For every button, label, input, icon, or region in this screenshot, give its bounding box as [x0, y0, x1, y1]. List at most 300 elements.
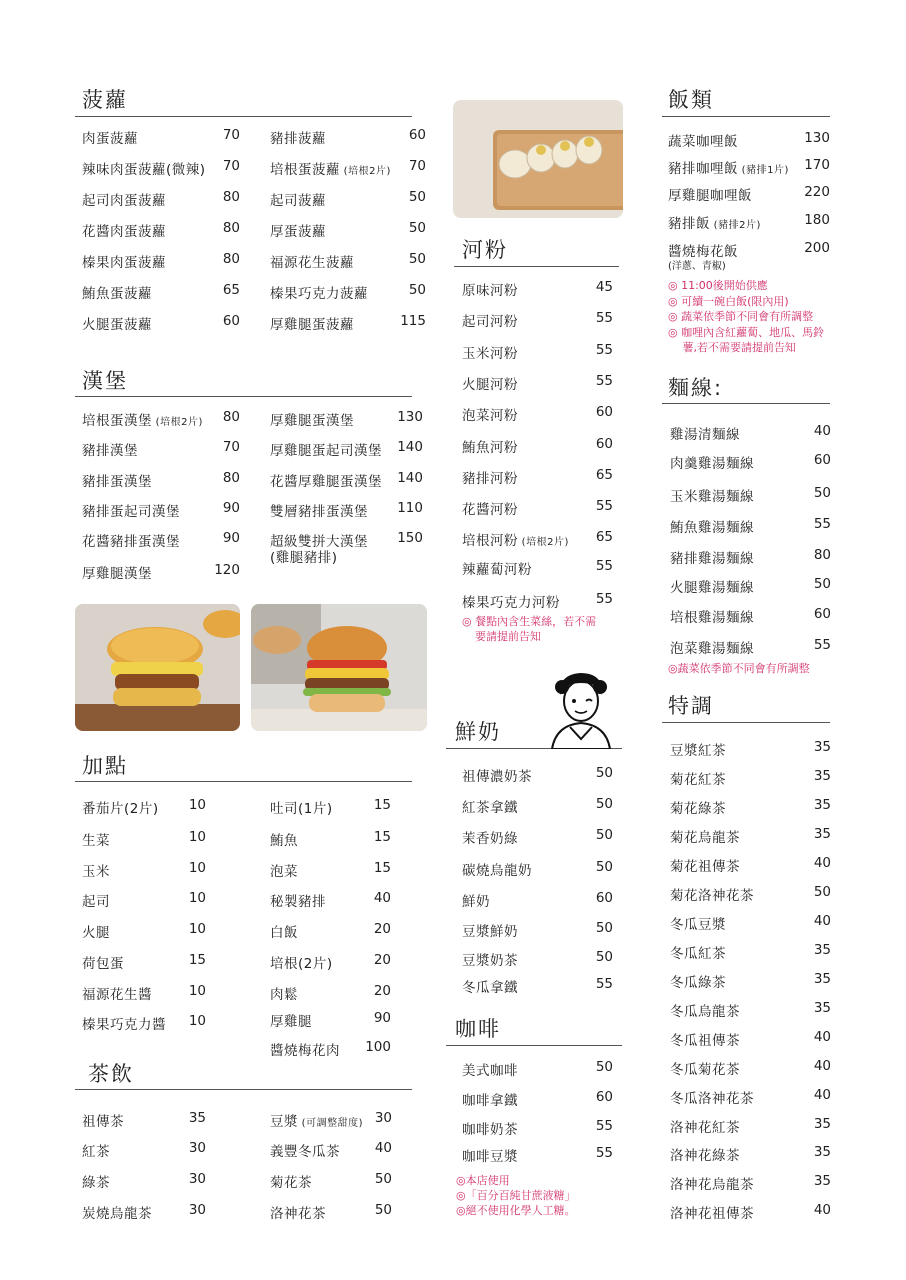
item-price: 55	[595, 1145, 613, 1161]
hefen-note: ◎ 餐點內含生菜絲，若不需	[462, 615, 597, 628]
spring-roll-photo	[453, 100, 623, 218]
item-name: 起司	[82, 894, 110, 910]
item-price: 40	[813, 1029, 831, 1045]
item-price: 50	[595, 949, 613, 965]
item-name: 菊花綠茶	[670, 801, 726, 817]
item-name: 肉鬆	[270, 987, 298, 1003]
item-note: (培根2片)	[518, 537, 569, 548]
item-name: 花醬豬排蛋漢堡	[82, 534, 180, 550]
item-price: 80	[222, 470, 240, 486]
item-price: 35	[813, 768, 831, 784]
item-name: 菊花紅茶	[670, 772, 726, 788]
item-note: (豬排2片)	[710, 220, 761, 231]
item-name: 洛神花茶	[270, 1206, 326, 1222]
item-price: 80	[222, 220, 240, 236]
item-name: 豆漿奶茶	[462, 953, 518, 969]
menu-item-name	[462, 498, 518, 518]
section-title-coffee: 咖啡	[455, 1017, 501, 1041]
item-price: 40	[813, 855, 831, 871]
rice-note: ◎ 蔬菜依季節不同會有所調整	[668, 310, 814, 323]
item-price: 30	[188, 1202, 206, 1218]
item-price: 60	[813, 606, 831, 622]
item-price: 50	[595, 827, 613, 843]
item-name: 炭燒烏龍茶	[82, 1206, 152, 1222]
item-price: 120	[214, 562, 240, 578]
item-name: 咖啡奶茶	[462, 1122, 518, 1138]
item-price: 40	[813, 1202, 831, 1218]
item-price: 50	[595, 1059, 613, 1075]
item-price: 50	[408, 282, 426, 298]
menu-item-name	[462, 796, 518, 816]
menu-item-name	[462, 890, 490, 910]
menu-item-name	[270, 158, 391, 178]
rice-note: ◎ 可續一碗白飯(限內用)	[668, 294, 789, 308]
item-name: 菊花烏龍茶	[670, 830, 740, 846]
item-price: 35	[813, 1116, 831, 1132]
section-title-bolo: 菠蘿	[82, 88, 128, 112]
item-name: 肉羹雞湯麵線	[670, 456, 754, 472]
item-name: 冬瓜拿鐵	[462, 980, 518, 996]
divider	[454, 266, 619, 267]
item-price: 50	[595, 765, 613, 781]
item-price: 130	[804, 130, 830, 146]
item-name: 洛神花祖傳茶	[670, 1206, 754, 1222]
item-price: 55	[595, 310, 613, 326]
menu-item-name	[82, 470, 152, 490]
item-price: 15	[373, 797, 391, 813]
item-price: 40	[374, 1140, 392, 1156]
menu-item-name	[82, 500, 180, 520]
item-name: 冬瓜烏龍茶	[670, 1004, 740, 1020]
menu-item-name	[670, 1000, 740, 1020]
menu-item-name	[670, 884, 754, 904]
item-price: 35	[813, 1000, 831, 1016]
menu-item-name	[270, 470, 382, 490]
item-price: 35	[813, 739, 831, 755]
item-name: 榛果巧克力菠蘿	[270, 286, 368, 302]
menu-item-name	[670, 1029, 740, 1049]
item-price: 10	[188, 1013, 206, 1029]
item-price: 10	[188, 829, 206, 845]
item-price: 10	[188, 921, 206, 937]
item-price: 130	[397, 409, 423, 425]
item-name: 茉香奶綠	[462, 831, 518, 847]
menu-item-name	[82, 1140, 110, 1160]
menu-item-name	[670, 797, 726, 817]
item-price: 65	[222, 282, 240, 298]
item-price: 200	[804, 240, 830, 256]
item-name: 豆漿	[270, 1114, 298, 1130]
menu-item-name	[82, 921, 110, 941]
item-name: 玉米河粉	[462, 346, 518, 362]
menu-item-name	[462, 920, 518, 940]
menu-item-name	[670, 739, 726, 759]
menu-item-name	[668, 130, 738, 150]
item-name: 火腿蛋菠蘿	[82, 317, 152, 333]
menu-item-name	[670, 423, 740, 443]
menu-item-name	[270, 797, 333, 817]
item-price: 115	[400, 313, 426, 329]
item-price: 60	[408, 127, 426, 143]
item-name: 超級雙拼大漢堡	[270, 534, 368, 550]
item-price: 15	[373, 860, 391, 876]
menu-item-name	[668, 157, 789, 177]
item-name: 冬瓜豆漿	[670, 917, 726, 933]
item-price: 45	[595, 279, 613, 295]
rice-note: 薯,若不需要請提前告知	[668, 341, 796, 354]
item-name: 泡菜河粉	[462, 408, 518, 424]
item-price: 50	[408, 251, 426, 267]
section-title-rice: 飯類	[668, 88, 714, 112]
item-name: 番茄片(2片)	[82, 801, 159, 817]
item-name: 榛果肉蛋菠蘿	[82, 255, 166, 271]
menu-item-name	[670, 826, 740, 846]
item-name: 冬瓜菊花茶	[670, 1062, 740, 1078]
divider	[662, 403, 830, 404]
menu-item-name	[270, 921, 298, 941]
item-name: 秘製豬排	[270, 894, 326, 910]
item-price: 15	[188, 952, 206, 968]
divider	[75, 116, 412, 117]
item-price: 60	[595, 404, 613, 420]
item-name: 花醬河粉	[462, 502, 518, 518]
section-title-tea: 茶飲	[88, 1062, 134, 1086]
menu-item-name	[462, 1118, 518, 1138]
item-price: 90	[222, 530, 240, 546]
item-name: 玉米雞湯麵線	[670, 489, 754, 505]
item-price: 40	[813, 1087, 831, 1103]
rice-note: ◎ 11:00後開始供應	[668, 279, 768, 292]
item-name: 鮪魚河粉	[462, 440, 518, 456]
menu-item-name	[462, 827, 518, 847]
item-name: 豬排飯	[668, 216, 710, 232]
item-price: 10	[188, 797, 206, 813]
item-name: 玉米	[82, 864, 110, 880]
menu-item-name	[462, 1089, 518, 1109]
menu-item-name	[670, 855, 740, 875]
item-name: 豬排河粉	[462, 471, 518, 487]
item-name: 鮮奶	[462, 894, 490, 910]
menu-item-name	[462, 529, 569, 549]
item-price: 10	[188, 983, 206, 999]
item-price: 35	[813, 826, 831, 842]
item-name: 白飯	[270, 925, 298, 941]
item-name: 冬瓜洛神花茶	[670, 1091, 754, 1107]
menu-item-name	[670, 516, 754, 536]
item-price: 50	[813, 576, 831, 592]
item-price: 60	[595, 436, 613, 452]
menu-item-name	[670, 606, 754, 626]
item-name: 起司肉蛋菠蘿	[82, 193, 166, 209]
menu-item-name	[270, 1202, 326, 1222]
item-price: 50	[374, 1202, 392, 1218]
item-price: 50	[595, 920, 613, 936]
item-name: 雞湯清麵線	[670, 427, 740, 443]
menu-item-name	[270, 952, 333, 972]
item-price: 20	[373, 921, 391, 937]
item-name: 洛神花烏龍茶	[670, 1177, 754, 1193]
grandma-illustration	[540, 665, 622, 749]
item-name: 培根蛋漢堡	[82, 413, 152, 429]
item-price: 55	[595, 342, 613, 358]
item-price: 55	[595, 498, 613, 514]
item-price: 100	[365, 1039, 391, 1055]
menu-item-name	[270, 313, 354, 333]
item-price: 50	[595, 796, 613, 812]
hefen-note: 要請提前告知	[475, 630, 541, 643]
item-price: 50	[813, 485, 831, 501]
item-name: 豬排咖哩飯	[668, 161, 738, 177]
item-name: 培根雞湯麵線	[670, 610, 754, 626]
item-price: 220	[804, 184, 830, 200]
menu-item-name	[670, 913, 726, 933]
divider	[75, 781, 412, 782]
item-price: 35	[813, 971, 831, 987]
menu-item-name	[462, 404, 518, 424]
section-title-burger: 漢堡	[82, 369, 128, 393]
item-price: 65	[595, 529, 613, 545]
menu-item-name	[462, 1145, 518, 1165]
item-name: 厚雞腿咖哩飯	[668, 188, 752, 204]
item-name: 鮪魚蛋菠蘿	[82, 286, 152, 302]
item-name: 厚雞腿漢堡	[82, 566, 152, 582]
menu-item-name	[670, 576, 754, 596]
menu-item-name	[670, 942, 726, 962]
item-name: 培根河粉	[462, 533, 518, 549]
menu-item-name	[82, 313, 152, 333]
item-name: 綠茶	[82, 1175, 110, 1191]
item-name: 菊花洛神花茶	[670, 888, 754, 904]
burger-photo	[251, 604, 427, 731]
item-name: 祖傳茶	[82, 1114, 124, 1130]
menu-item-name	[82, 251, 166, 271]
item-subnote: (洋蔥、青椒)	[668, 261, 726, 272]
item-price: 80	[222, 409, 240, 425]
item-price: 20	[373, 952, 391, 968]
item-price: 35	[813, 797, 831, 813]
item-name: 蔬菜咖哩飯	[668, 134, 738, 150]
section-title-hefen: 河粉	[462, 238, 508, 262]
item-price: 70	[222, 439, 240, 455]
menu-item-name	[270, 890, 326, 910]
menu-item-name	[670, 452, 754, 472]
section-title-noodle: 麵線:	[668, 376, 724, 400]
item-name: 洛神花紅茶	[670, 1120, 740, 1136]
menu-item-name	[670, 1202, 754, 1222]
menu-item-name	[462, 591, 560, 611]
item-price: 60	[222, 313, 240, 329]
item-note: (培根2片)	[340, 166, 391, 177]
menu-item-name	[670, 971, 726, 991]
item-price: 35	[813, 1173, 831, 1189]
menu-item-name	[270, 1140, 340, 1160]
menu-item-name	[82, 890, 110, 910]
item-price: 60	[813, 452, 831, 468]
item-name: 冬瓜祖傳茶	[670, 1033, 740, 1049]
item-name: 泡菜	[270, 864, 298, 880]
item-name: 菊花祖傳茶	[670, 859, 740, 875]
item-name: 洛神花綠茶	[670, 1148, 740, 1164]
item-name: 起司菠蘿	[270, 193, 326, 209]
section-title-milk: 鮮奶	[455, 720, 501, 744]
section-title-special: 特調	[668, 694, 714, 718]
item-price: 60	[595, 890, 613, 906]
item-name: 豬排蛋漢堡	[82, 474, 152, 490]
menu-item-name	[270, 860, 298, 880]
menu-item-name	[82, 1013, 166, 1033]
item-name: 原味河粉	[462, 283, 518, 299]
item-price: 50	[813, 884, 831, 900]
item-name: 荷包蛋	[82, 956, 124, 972]
menu-item-name	[270, 1010, 312, 1030]
item-note: (培根2片)	[152, 417, 203, 428]
menu-item-name	[670, 1087, 754, 1107]
coffee-note: ◎絕不使用化學人工糖。	[456, 1204, 576, 1217]
item-price: 40	[813, 423, 831, 439]
item-note: (可調整甜度)	[298, 1118, 363, 1129]
rice-note: ◎ 咖哩內含紅蘿蔔、地瓜、馬鈴	[668, 325, 825, 339]
item-name-line2: (雞腿豬排)	[270, 550, 338, 566]
divider	[662, 116, 830, 117]
item-name: 福源花生醬	[82, 987, 152, 1003]
item-price: 40	[813, 913, 831, 929]
divider	[75, 396, 412, 397]
item-name: 火腿河粉	[462, 377, 518, 393]
menu-item-name	[670, 547, 754, 567]
menu-item-name	[270, 1039, 340, 1059]
item-name: 豬排雞湯麵線	[670, 551, 754, 567]
menu-item-name	[462, 1059, 518, 1079]
menu-item-name	[270, 189, 326, 209]
divider	[75, 1089, 412, 1090]
menu-item-name	[82, 158, 206, 178]
item-name: 火腿	[82, 925, 110, 941]
item-name: 鮪魚	[270, 833, 298, 849]
item-price: 30	[188, 1140, 206, 1156]
item-price: 90	[373, 1010, 391, 1026]
menu-item-name	[270, 439, 382, 459]
menu-item-name	[462, 279, 518, 299]
menu-item-name	[270, 127, 326, 147]
item-name: 辣蘿蔔河粉	[462, 562, 532, 578]
item-price: 70	[222, 127, 240, 143]
menu-item-name	[670, 1058, 740, 1078]
menu-item-name	[670, 1144, 740, 1164]
menu-item-name	[270, 829, 298, 849]
item-price: 10	[188, 890, 206, 906]
item-name: 菊花茶	[270, 1175, 312, 1191]
menu-item-name	[670, 485, 754, 505]
item-name: 冬瓜紅茶	[670, 946, 726, 962]
item-note: (豬排1片)	[738, 165, 789, 176]
item-price: 140	[397, 439, 423, 455]
menu-item-name	[670, 637, 754, 657]
menu-item-name	[82, 1202, 152, 1222]
item-price: 50	[374, 1171, 392, 1187]
item-name: 醬燒梅花飯	[668, 244, 738, 260]
menu-item-name	[462, 949, 518, 969]
item-name: 花醬肉蛋菠蘿	[82, 224, 166, 240]
bolo-burger-photo	[75, 604, 240, 731]
item-name: 雙層豬排蛋漢堡	[270, 504, 368, 520]
item-name: 義豐冬瓜茶	[270, 1144, 340, 1160]
item-name: 泡菜雞湯麵線	[670, 641, 754, 657]
item-price: 50	[408, 189, 426, 205]
item-price: 65	[595, 467, 613, 483]
item-name: 豬排漢堡	[82, 443, 138, 459]
menu-item-name	[82, 439, 138, 459]
menu-item-name	[82, 983, 152, 1003]
item-price: 140	[397, 470, 423, 486]
item-name: 生菜	[82, 833, 110, 849]
noodle-note: ◎蔬菜依季節不同會有所調整	[668, 662, 810, 675]
item-price: 10	[188, 860, 206, 876]
item-price: 70	[408, 158, 426, 174]
menu-item-name	[270, 220, 326, 240]
menu-item-name	[270, 251, 354, 271]
menu-item-name	[668, 212, 761, 232]
menu-item-name	[462, 467, 518, 487]
item-name: 咖啡豆漿	[462, 1149, 518, 1165]
item-name: 紅茶	[82, 1144, 110, 1160]
menu-item-name	[462, 976, 518, 996]
item-name: 鮪魚雞湯麵線	[670, 520, 754, 536]
menu-item-name	[270, 1171, 312, 1191]
menu-item-name	[270, 1110, 363, 1130]
item-price: 55	[813, 637, 831, 653]
item-name: 紅茶拿鐵	[462, 800, 518, 816]
menu-item-name	[270, 983, 298, 1003]
menu-item-name	[82, 562, 152, 582]
item-name: 厚雞腿	[270, 1014, 312, 1030]
item-name: 美式咖啡	[462, 1063, 518, 1079]
item-price: 90	[222, 500, 240, 516]
item-name: 厚雞腿蛋菠蘿	[270, 317, 354, 333]
item-price: 20	[373, 983, 391, 999]
menu-item-name	[462, 558, 532, 578]
item-name: 花醬厚雞腿蛋漢堡	[270, 474, 382, 490]
menu-item-name	[82, 797, 159, 817]
menu-item-name	[82, 860, 110, 880]
item-name: 厚蛋菠蘿	[270, 224, 326, 240]
item-name: 咖啡拿鐵	[462, 1093, 518, 1109]
item-price: 80	[813, 547, 831, 563]
menu-item-name	[670, 1173, 754, 1193]
menu-item-name	[670, 768, 726, 788]
divider	[446, 1045, 622, 1046]
item-price: 15	[373, 829, 391, 845]
item-price: 55	[595, 976, 613, 992]
menu-item-name	[82, 220, 166, 240]
item-price: 180	[804, 212, 830, 228]
divider	[662, 722, 830, 723]
item-price: 55	[595, 373, 613, 389]
item-name: 祖傳濃奶茶	[462, 769, 532, 785]
item-name: 豬排蛋起司漢堡	[82, 504, 180, 520]
menu-item-name	[462, 342, 518, 362]
menu-item-name	[82, 952, 124, 972]
item-price: 55	[595, 591, 613, 607]
menu-item-name	[270, 500, 368, 520]
menu-item-name	[670, 1116, 740, 1136]
section-title-addon: 加點	[82, 754, 128, 778]
menu-item-name	[462, 859, 532, 879]
item-name: 培根蛋菠蘿	[270, 162, 340, 178]
item-price: 40	[373, 890, 391, 906]
item-name: 肉蛋菠蘿	[82, 131, 138, 147]
item-price: 55	[595, 1118, 613, 1134]
item-name: 榛果巧克力醬	[82, 1017, 166, 1033]
